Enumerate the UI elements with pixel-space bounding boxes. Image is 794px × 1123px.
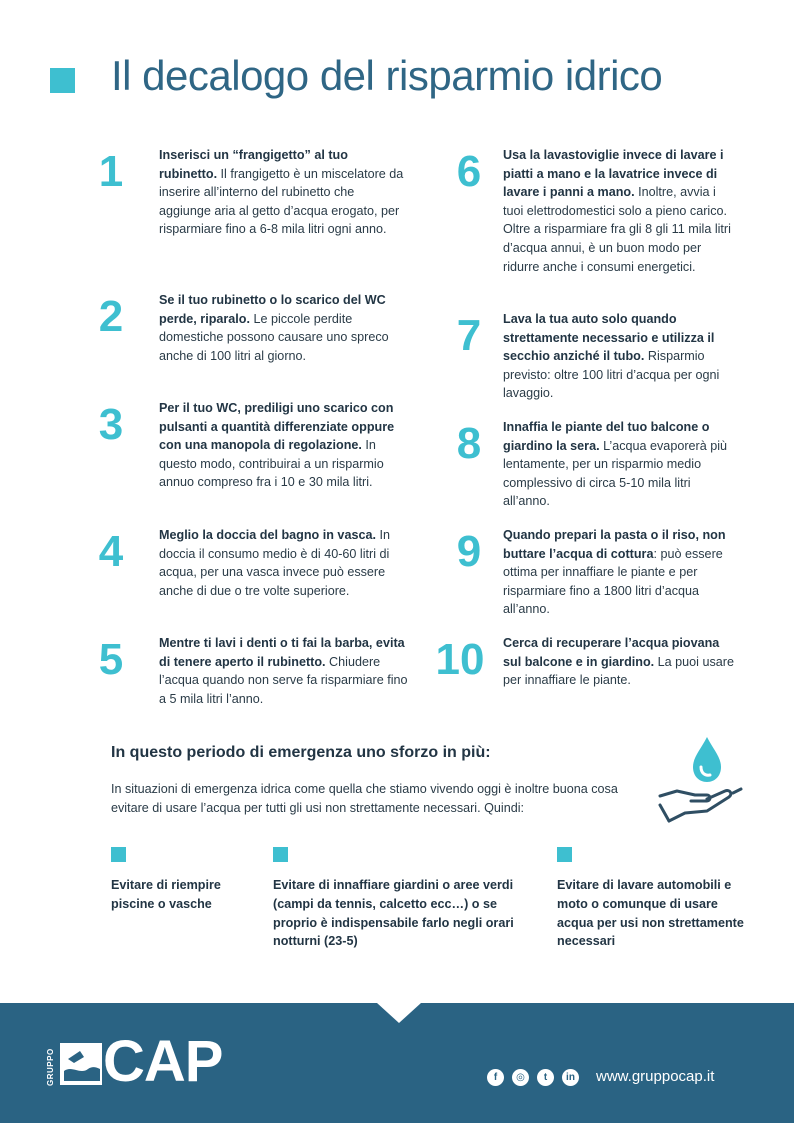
emergency-text: In situazioni di emergenza idrica come quella che stiamo vivendo oggi è inoltre buona cosa evitare di usare l’acqua per tutti gli usi non strettamente necessari. Quindi: [111, 782, 618, 815]
facebook-icon[interactable]: f [487, 1069, 504, 1086]
tip-text [159, 146, 409, 239]
tip-text [159, 291, 409, 365]
tip-rest: In doccia il consumo medio è di 40-60 litri di acqua, per una vasca invece può essere anche di due o tre volte superiore. [159, 528, 390, 598]
tip-number: 10 [435, 635, 485, 684]
tip-bold: Per il tuo WC, prediligi uno scarico con pulsanti a quantità differenziate oppure con una manopola di regolazione. [159, 401, 395, 453]
title-square-icon [50, 68, 75, 93]
tip-bold: Meglio la doccia del bagno in vasca. [159, 528, 376, 542]
tip-number: 3 [98, 400, 124, 449]
footer-notch [377, 1003, 421, 1023]
emergency-title: In questo periodo di emergenza uno sforzo in più: [111, 744, 491, 761]
logo-main-text: CAP [103, 1029, 223, 1094]
tip-rest: In questo modo, contribuirai a un risparmio annuo compreso fra i 10 e 30 mila litri. [159, 438, 384, 490]
twitter-icon[interactable]: t [537, 1069, 554, 1086]
tip-rest: Le piccole perdite domestiche possono causare uno spreco anche di 100 litri al giorno. [159, 311, 389, 363]
tip-rest: Risparmio previsto: oltre 100 litri d’acqua per ogni lavaggio. [503, 349, 720, 401]
page-title: Il decalogo del risparmio idrico [111, 52, 663, 99]
water-hand-icon [655, 733, 745, 828]
linkedin-icon[interactable]: in [562, 1069, 579, 1086]
tip-text [159, 526, 409, 600]
emergency-bullet: Evitare di riempire piscine o vasche [111, 878, 221, 911]
tip-text [503, 634, 738, 690]
tip-bold: Inserisci un “frangigetto” al tuo rubinetto. [159, 148, 348, 181]
bullet-square-icon [111, 847, 126, 862]
tip-number: 9 [456, 527, 482, 576]
instagram-icon[interactable]: ◎ [512, 1069, 529, 1086]
cap-logo-mark-icon [58, 1041, 104, 1087]
tip-number: 6 [456, 147, 482, 196]
tip-bold: Usa la lavastoviglie invece di lavare i piatti a mano e la lavatrice invece di lavare i panni a mano. [503, 148, 724, 200]
tip-rest: : può essere ottima per innaffiare le piante e per risparmiare fino a 1800 litri d’acqua all’anno. [503, 546, 723, 617]
tip-bold: Lava la tua auto solo quando strettamente necessario e utilizza il secchio anziché il tubo. [503, 312, 715, 364]
tip-text [503, 146, 738, 276]
tip-rest: L’acqua evaporerà più lentamente, per un risparmio medio complessivo di circa 5-10 mila litri all’anno. [503, 438, 728, 509]
tip-bold: Innaffia le piante del tuo balcone o giardino la sera. [503, 420, 710, 453]
bullet-square-icon [273, 847, 288, 862]
tip-number: 2 [98, 292, 124, 341]
emergency-bullet: Evitare di lavare automobili e moto o comunque di usare acqua per usi non strettamente necessari [557, 878, 744, 949]
tip-bold: Quando prepari la pasta o il riso, non buttare l’acqua di cottura [503, 528, 726, 561]
tip-text [503, 418, 738, 511]
tip-bold: Mentre ti lavi i denti o ti fai la barba, evita di tenere aperto il rubinetto. [159, 636, 405, 669]
tip-rest: Chiudere l’acqua quando non serve fa risparmiare fino a 5 mila litri l’anno. [159, 654, 408, 706]
tip-text [503, 526, 738, 619]
tip-rest: La puoi usare per innaffiare le piante. [503, 654, 734, 688]
tip-text [503, 310, 738, 403]
tip-rest: Inoltre, avvia i tuoi elettrodomestici solo a pieno carico. Oltre a risparmiare fra gli 8 gli 11 mila litri d’acqua annui, è un buon modo per ridurre anche i consumi energetici. [503, 185, 731, 274]
tip-rest: Il frangigetto è un miscelatore da inserire all’interno del rubinetto che aggiunge aria al getto d’acqua erogato, per risparmiare fino a 6-8 mila litri ogni anno. [159, 166, 404, 237]
emergency-bullet: Evitare di innaffiare giardini o aree verdi (campi da tennis, calcetto ecc…) o se proprio è indispensabile farlo negli orari notturni (23-5) [273, 878, 514, 949]
tip-bold: Se il tuo rubinetto o lo scarico del WC perde, riparalo. [159, 293, 386, 326]
tip-number: 1 [98, 147, 124, 196]
website-link[interactable]: www.gruppocap.it [596, 1068, 715, 1085]
tip-number: 7 [456, 311, 482, 360]
tip-number: 8 [456, 419, 482, 468]
tip-number: 5 [98, 635, 124, 684]
bullet-square-icon [557, 847, 572, 862]
tip-text [159, 634, 409, 708]
tip-number: 4 [98, 527, 124, 576]
tip-text [159, 399, 409, 492]
logo-small-text: GRUPPO [46, 1048, 55, 1086]
tip-bold: Cerca di recuperare l’acqua piovana sul balcone e in giardino. [503, 636, 720, 669]
